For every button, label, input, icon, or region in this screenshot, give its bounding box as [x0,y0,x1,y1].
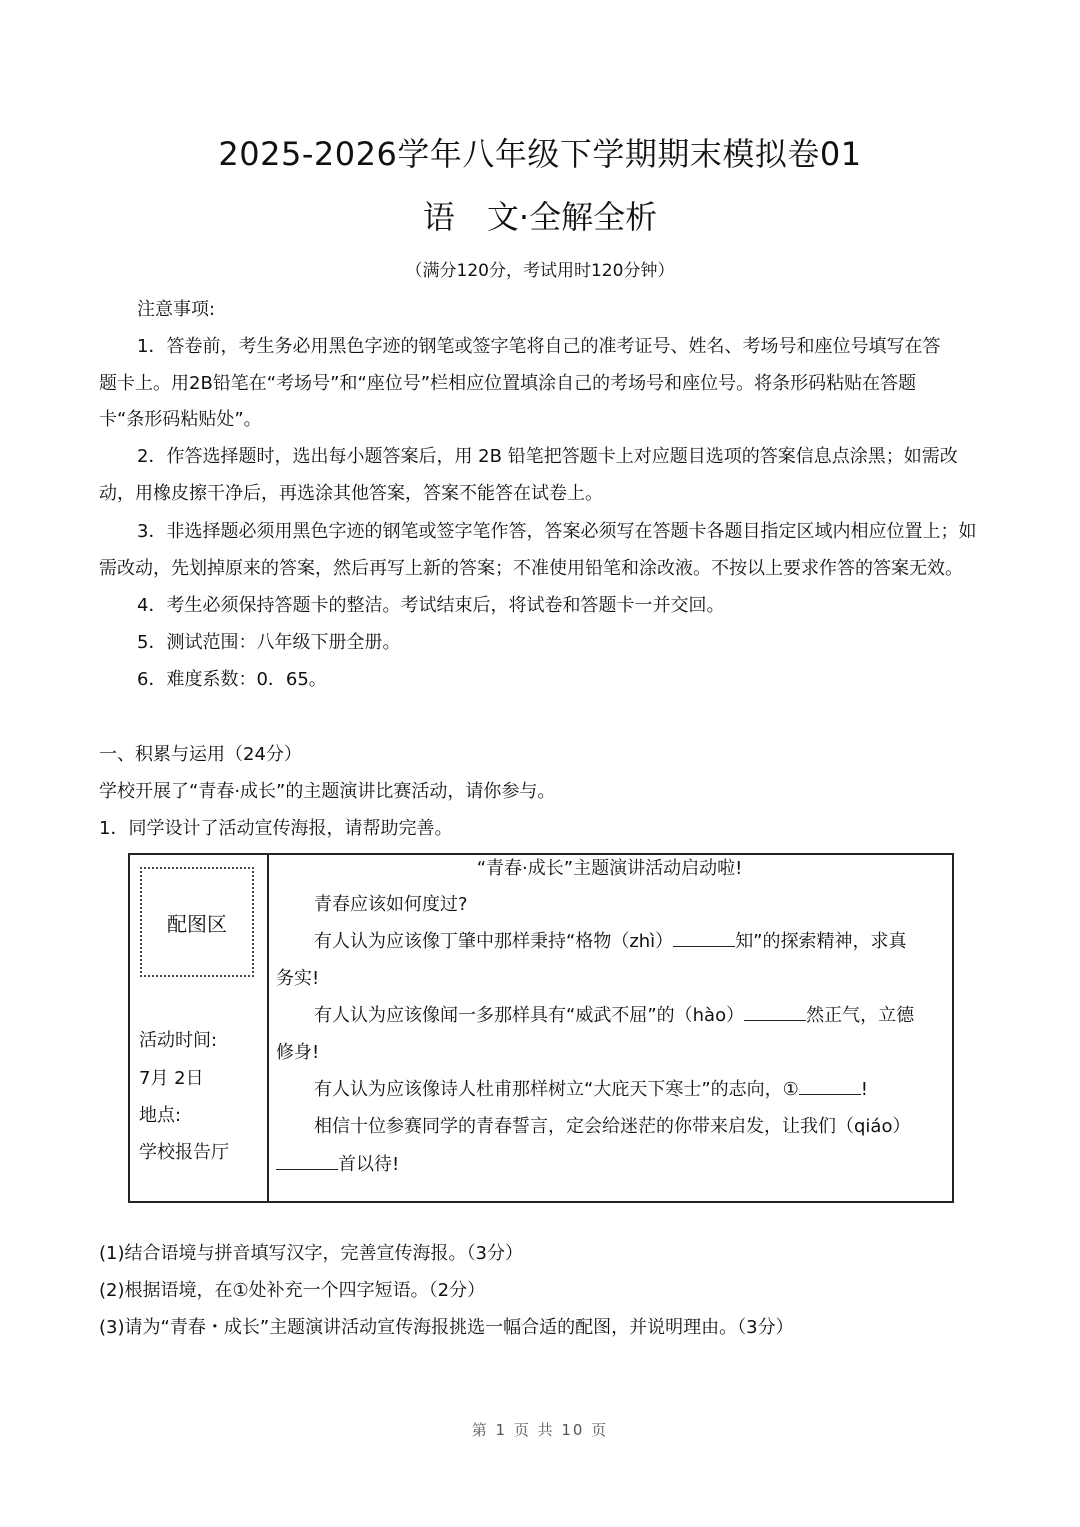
answer-blank [799,1076,861,1095]
note-line: 3．非选择题必须用黑色字迹的钢笔或签字笔作答，答案必须写在答题卡各题目指定区域内相应位置上；如 [137,521,977,542]
activity-time-label: 活动时间: [139,1030,218,1051]
section-heading: 一、积累与运用（24分） [99,744,302,765]
poster-paragraph [314,928,907,956]
poster-text-fragment: 有人认为应该像闻一多那样具有“威武不屈”的（hào） [314,1005,745,1026]
score-info: （满分120分，考试用时120分钟） [405,261,675,281]
poster-paragraph [314,1076,868,1104]
note-line: 卡“条形码粘贴处”。 [99,409,262,430]
exam-title: 2025-2026学年八年级下学期期末模拟卷01 [218,135,862,173]
activity-time-value: 7月 2日 [139,1068,204,1089]
answer-blank [744,1002,806,1021]
place-label: 地点: [139,1105,182,1126]
note-line: 题卡上。用2B铅笔在“考场号”和“座位号”栏相应位置填涂自己的考场号和座位号。将条形码粘贴在答题 [99,373,917,394]
poster-text-fragment: 知”的探索精神，求真 [735,931,907,952]
notes-heading: 注意事项: [137,299,216,320]
note-line: 4．考生必须保持答题卡的整洁。考试结束后，将试卷和答题卡一并交回。 [137,595,725,616]
answer-blank [673,928,735,947]
poster-paragraph: 青春应该如何度过? [314,894,468,915]
question-1: 1．同学设计了活动宣传海报，请帮助完善。 [99,818,453,839]
note-line: 1．答卷前，考生务必用黑色字迹的钢笔或签字笔将自己的准考证号、姓名、考场号和座位号填写在答 [137,336,941,357]
poster-paragraph: 务实! [276,968,320,989]
image-placeholder: 配图区 [140,867,254,977]
answer-blank [276,1151,338,1170]
note-line: 需改动，先划掉原来的答案，然后再写上新的答案；不准使用铅笔和涂改液。不按以上要求作答的答案无效。 [99,558,963,579]
place-value: 学校报告厅 [139,1142,229,1163]
section-intro: 学校开展了“青春·成长”的主题演讲比赛活动，请你参与。 [99,781,556,802]
note-line: 5．测试范围：八年级下册全册。 [137,632,401,653]
poster-text-fragment: 有人认为应该像丁肇中那样秉持“格物（zhì） [314,931,674,952]
poster-paragraph [276,1151,399,1179]
note-line: 动，用橡皮擦干净后，再选涂其他答案，答案不能答在试卷上。 [99,483,603,504]
sub-question-1: (1)结合语境与拼音填写汉字，完善宣传海报。（3分） [99,1243,523,1264]
poster-text-fragment: 首以待! [338,1154,400,1175]
poster-text-fragment: 有人认为应该像诗人杜甫那样树立“大庇天下寒士”的志向，① [314,1079,799,1100]
note-line: 6．难度系数：0．65。 [137,669,327,690]
poster-headline: “青春·成长”主题演讲活动启动啦! [476,858,743,879]
poster-paragraph: 修身! [276,1042,320,1063]
poster-paragraph: 相信十位参赛同学的青春誓言，定会给迷茫的你带来启发，让我们（qiáo） [314,1116,911,1137]
note-line: 2．作答选择题时，选出每小题答案后，用 2B 铅笔把答题卡上对应题目选项的答案信息点涂黑；如需改 [137,446,958,467]
page-footer: 第 1 页 共 10 页 [471,1421,609,1439]
poster-paragraph [314,1002,914,1030]
poster-table [128,853,954,1203]
poster-text-fragment: 然正气，立德 [806,1005,915,1026]
poster-text-fragment: ! [860,1079,869,1100]
poster-divider [267,855,269,1201]
sub-question-3: (3)请为“青春・成长”主题演讲活动宣传海报挑选一幅合适的配图，并说明理由。（3分） [99,1317,794,1338]
exam-subtitle: 语 文·全解全析 [422,198,658,236]
sub-question-2: (2)根据语境，在①处补充一个四字短语。（2分） [99,1280,486,1301]
